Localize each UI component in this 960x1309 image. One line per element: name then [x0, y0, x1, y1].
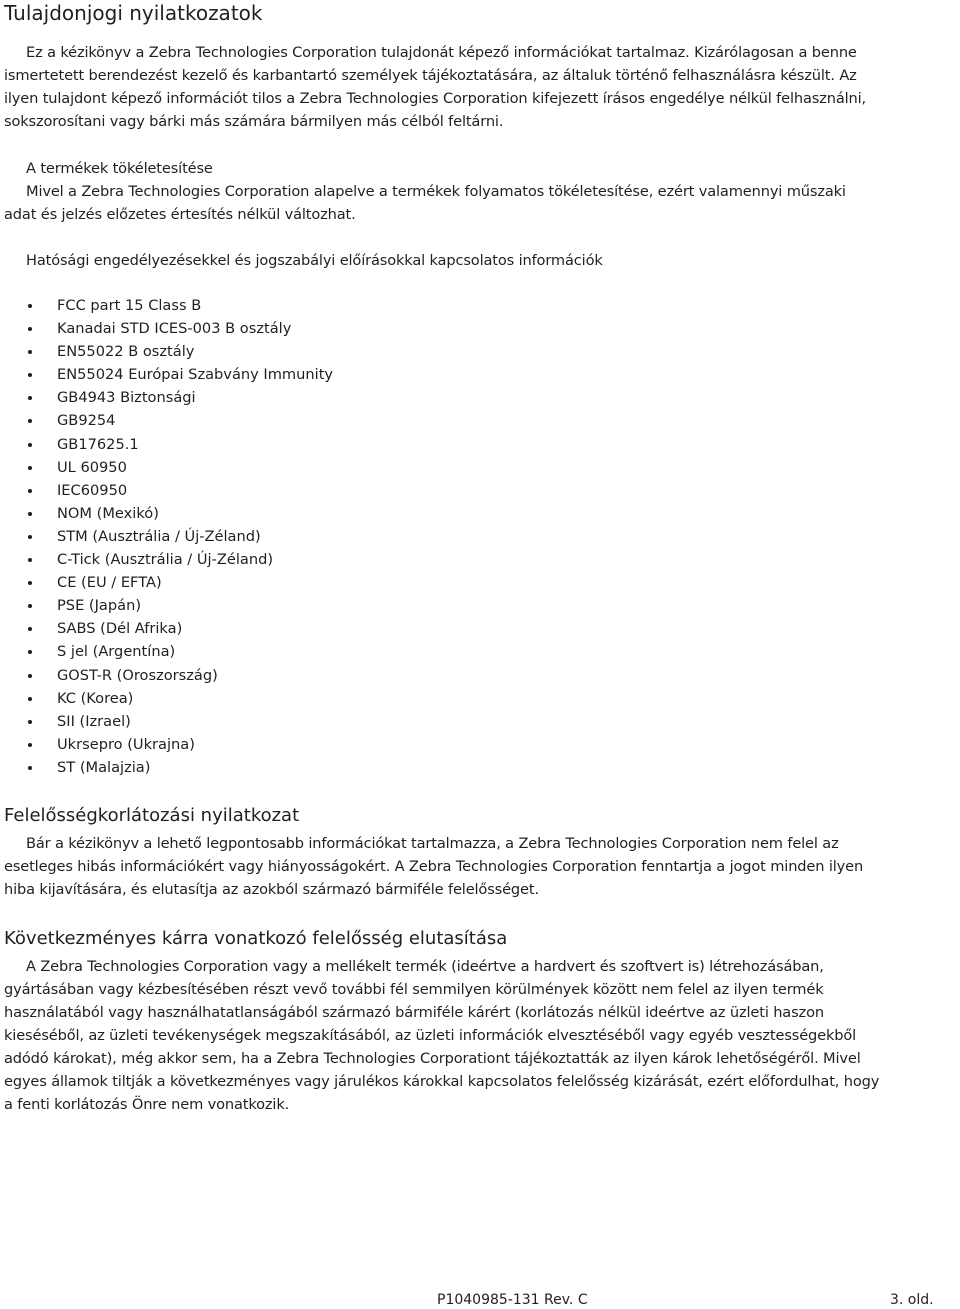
paragraph-line: A Zebra Technologies Corporation vagy a mellékelt termék (ideértve a hardvert és szoftvert is) létrehozásában, — [26, 958, 824, 975]
bullet-icon — [28, 650, 32, 654]
regulatory-list-item — [24, 479, 333, 502]
liability-disclaimer-heading: Felelősségkorlátozási nyilatkozat — [4, 805, 300, 826]
regulatory-item-text: C-Tick (Ausztrália / Új-Zéland) — [57, 551, 274, 569]
bullet-icon — [28, 443, 32, 447]
regulatory-item-text: ST (Malajzia) — [57, 758, 151, 776]
paragraph-line: Bár a kézikönyv a lehető legpontosabb információkat tartalmazza, a Zebra Technologies Corporation nem felel az — [26, 835, 839, 852]
bullet-icon — [28, 512, 32, 516]
proprietary-statements-heading: Tulajdonjogi nyilatkozatok — [4, 1, 263, 25]
regulatory-item-text: CE (EU / EFTA) — [57, 574, 162, 592]
regulatory-list-item — [24, 317, 333, 340]
product-improvements-subtitle: A termékek tökéletesítése — [26, 160, 213, 177]
paragraph-line: esetleges hibás információkért vagy hiányosságokért. A Zebra Technologies Corporation fenntartja a jogot minden ilyen — [4, 858, 864, 875]
regulatory-subtitle — [26, 249, 603, 272]
regulatory-item-text: IEC60950 — [57, 481, 128, 499]
bullet-icon — [28, 766, 32, 770]
regulatory-list-item — [24, 409, 333, 432]
regulatory-item-text: PSE (Japán) — [57, 597, 142, 615]
bullet-icon — [28, 396, 32, 400]
regulatory-item-text: GB9254 — [57, 412, 116, 430]
paragraph-line: sokszorosítani vagy bárki más számára bármilyen más célból feltárni. — [4, 113, 504, 130]
bullet-icon — [28, 581, 32, 585]
paragraph-line: Mivel a Zebra Technologies Corporation alapelve a termékek folyamatos tökéletesítése, ezért valamennyi műszaki — [26, 183, 846, 200]
paragraph-line: ismertetett berendezést kezelő és karbantartó személyek tájékoztatására, az általuk történő felhasználásra készült. Az — [4, 67, 857, 84]
regulatory-item-text: FCC part 15 Class B — [57, 297, 202, 314]
regulatory-list-item — [24, 456, 333, 479]
regulatory-list-item — [24, 294, 333, 317]
bullet-icon — [28, 627, 32, 631]
paragraph-line: adódó károkat), még akkor sem, ha a Zebra Technologies Corporationt tájékoztatták az ilyen károk lehetőségéről. Mivel — [4, 1050, 861, 1067]
consequential-damages-paragraph — [4, 955, 958, 1116]
bullet-icon — [28, 489, 32, 493]
regulatory-item-text: GOST-R (Oroszország) — [57, 666, 218, 684]
document-number: P1040985-131 Rev. C — [437, 1292, 588, 1308]
bullet-icon — [28, 327, 32, 331]
regulatory-list-item — [24, 571, 333, 594]
bullet-icon — [28, 466, 32, 470]
regulatory-list-item — [24, 733, 333, 756]
paragraph-line: használatából vagy használhatatlanságából származó bármiféle kárért (korlátozás nélkül ideértve az üzleti haszon — [4, 1004, 824, 1021]
regulatory-list-item — [24, 617, 333, 640]
regulatory-list-item — [24, 363, 333, 386]
product-improvements-section — [4, 157, 958, 226]
regulatory-item-text: Kanadai STD ICES-003 B osztály — [57, 320, 292, 338]
paragraph-line: gyártásában vagy kézbesítésében részt vevő további fél semmilyen körülmények között nem felel az ilyen termék — [4, 981, 824, 998]
paragraph-line: Ez a kézikönyv a Zebra Technologies Corporation tulajdonát képező információkat tartalmaz. Kizárólagosan a benne — [26, 44, 857, 61]
regulatory-item-text: SII (Izrael) — [57, 712, 131, 730]
consequential-damages-heading: Következményes kárra vonatkozó felelősség elutasítása — [4, 928, 508, 949]
regulatory-subtitle-text: Hatósági engedélyezésekkel és jogszabályi előírásokkal kapcsolatos információk — [26, 252, 603, 269]
regulatory-list-item — [24, 386, 333, 409]
regulatory-item-text: GB17625.1 — [57, 435, 139, 453]
bullet-icon — [28, 535, 32, 539]
bullet-icon — [28, 604, 32, 608]
regulatory-list-item — [24, 594, 333, 617]
regulatory-list — [24, 294, 333, 779]
regulatory-list-item — [24, 548, 333, 571]
regulatory-item-text: Ukrsepro (Ukrajna) — [57, 735, 195, 753]
paragraph-line: hiba kijavítására, és elutasítja az azokból származó bármiféle felelősséget. — [4, 881, 539, 898]
regulatory-item-text: UL 60950 — [57, 458, 127, 476]
bullet-icon — [28, 674, 32, 678]
regulatory-item-text: EN55022 B osztály — [57, 343, 195, 361]
regulatory-list-item — [24, 502, 333, 525]
paragraph-line: adat és jelzés előzetes értesítés nélkül változhat. — [4, 206, 356, 223]
paragraph-line: egyes államok tiltják a következményes vagy járulékos károkkal kapcsolatos felelősség kizárását, ezért előfordulhat, hogy — [4, 1073, 880, 1090]
regulatory-item-text: EN55024 Európai Szabvány Immunity — [57, 366, 334, 384]
regulatory-list-item — [24, 640, 333, 663]
regulatory-item-text: GB4943 Biztonsági — [57, 389, 196, 407]
regulatory-item-text: SABS (Dél Afrika) — [57, 620, 183, 638]
bullet-icon — [28, 697, 32, 701]
bullet-icon — [28, 743, 32, 747]
bullet-icon — [28, 558, 32, 562]
paragraph-line: kieséséből, az üzleti tevékenységek megszakításából, az üzleti információk elvesztéséből vagy egyéb vesztességekből — [4, 1027, 857, 1044]
regulatory-item-text: NOM (Mexikó) — [57, 504, 159, 522]
bullet-icon — [28, 373, 32, 377]
regulatory-item-text: S jel (Argentína) — [57, 643, 176, 661]
regulatory-list-item — [24, 340, 333, 363]
bullet-icon — [28, 304, 32, 308]
paragraph-line: ilyen tulajdont képező információt tilos a Zebra Technologies Corporation kifejezett írásos engedélye nélkül felhasználni, — [4, 90, 867, 107]
regulatory-list-item — [24, 433, 333, 456]
regulatory-list-item — [24, 664, 333, 687]
regulatory-list-item — [24, 687, 333, 710]
proprietary-paragraph — [4, 41, 958, 133]
bullet-icon — [28, 720, 32, 724]
regulatory-list-item — [24, 756, 333, 779]
regulatory-list-item — [24, 525, 333, 548]
page-number: 3. old. — [890, 1292, 934, 1308]
bullet-icon — [28, 350, 32, 354]
liability-paragraph — [4, 832, 958, 901]
regulatory-list-item — [24, 710, 333, 733]
bullet-icon — [28, 419, 32, 423]
regulatory-item-text: KC (Korea) — [57, 689, 134, 707]
paragraph-line: a fenti korlátozás Önre nem vonatkozik. — [4, 1096, 290, 1113]
regulatory-item-text: STM (Ausztrália / Új-Zéland) — [57, 527, 261, 545]
